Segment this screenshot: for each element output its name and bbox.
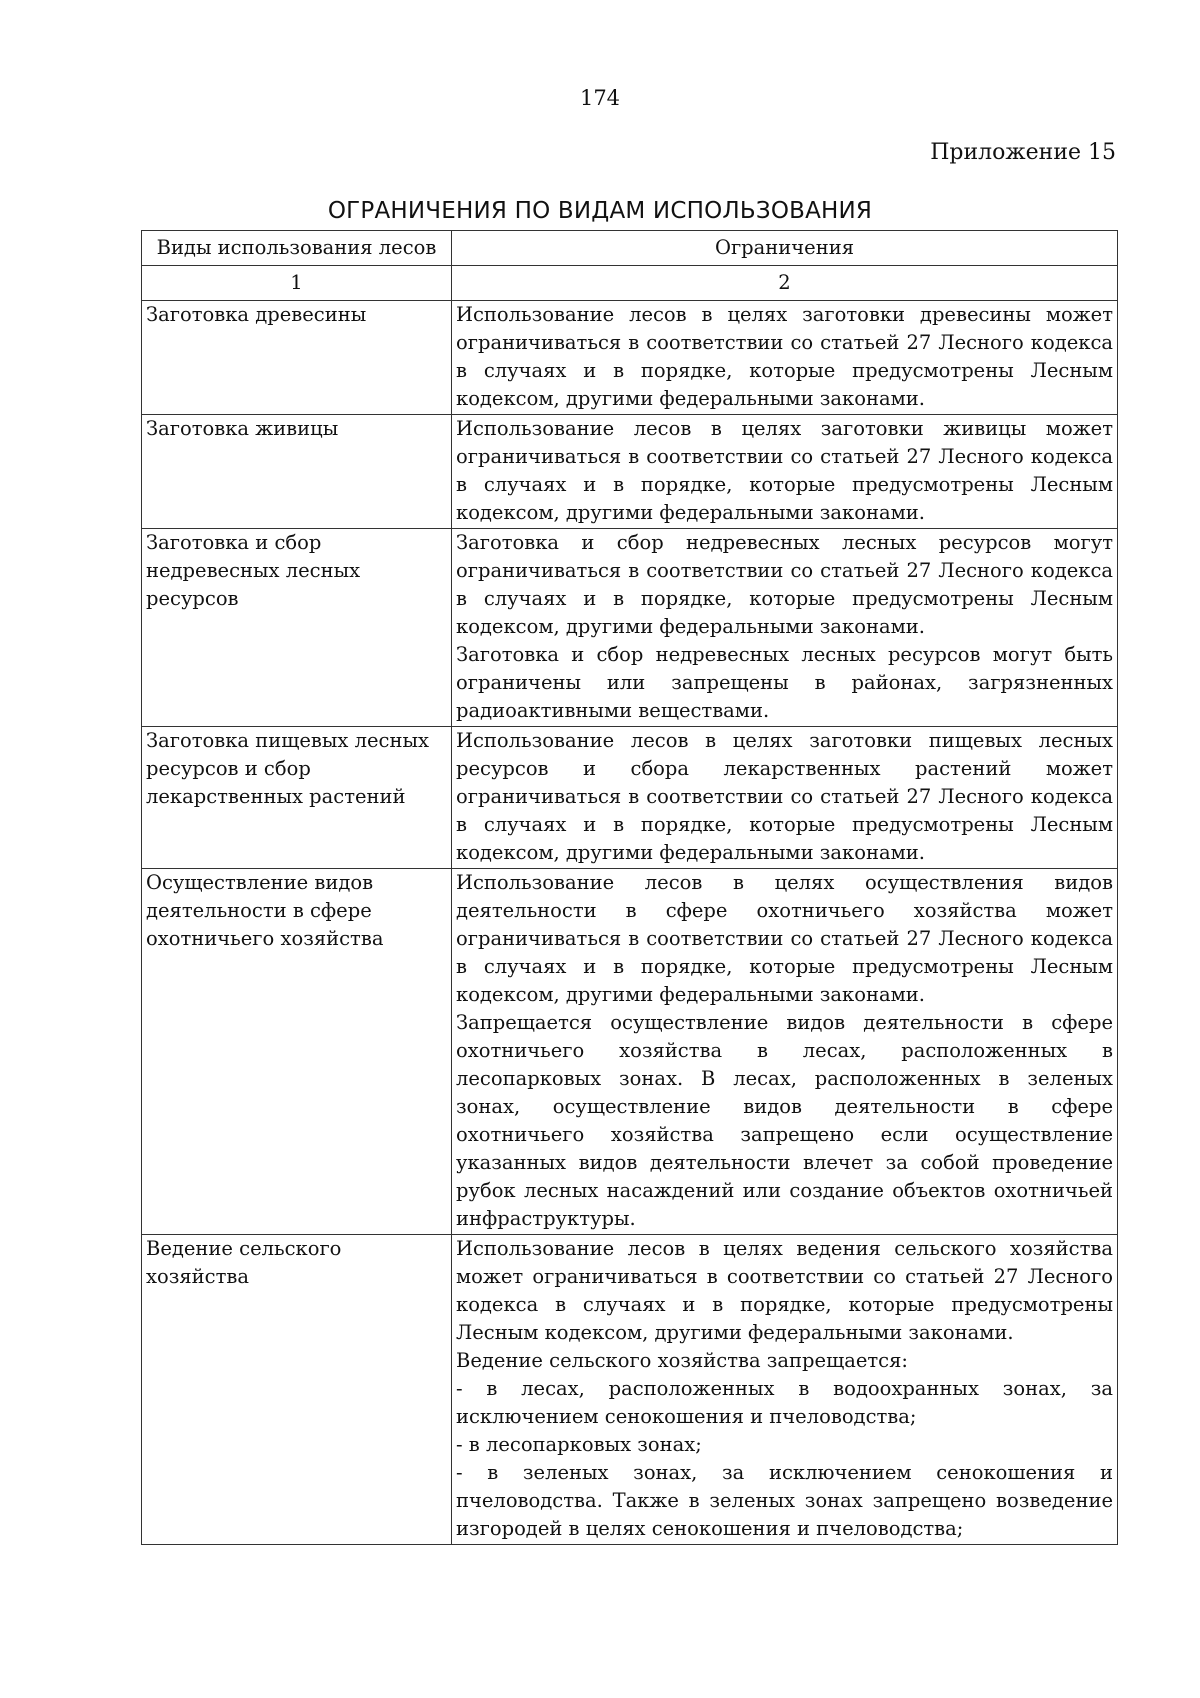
usage-kind-cell: Осуществление видов деятельности в сфере охотничьего хозяйства — [142, 869, 452, 1235]
restriction-paragraph: Использование лесов в целях ведения сельского хозяйства может ограничиваться в соответствии со статьей 27 Лесного кодекса в случаях и в порядке, которые предусмотрены Лесным кодексом, другими федеральными законами. — [456, 1237, 1113, 1344]
restriction-paragraph: Использование лесов в целях заготовки живицы может ограничиваться в соответствии со статьей 27 Лесного кодекса в случаях и в порядке, которые предусмотрены Лесным кодексом, другими федеральными законами. — [456, 417, 1113, 524]
restriction-paragraph: Использование лесов в целях заготовки пищевых лесных ресурсов и сбора лекарственных растений может ограничиваться в соответствии со статьей 27 Лесного кодекса в случаях и в порядке, которые предусмотрены Лесным кодексом, другими федеральными законами. — [456, 729, 1113, 864]
table-row — [142, 301, 1118, 415]
restriction-paragraph: - в зеленых зонах, за исключением сенокошения и пчеловодства. Также в зеленых зонах запрещено возведение изгородей в целях сенокошения и пчеловодства; — [456, 1461, 1113, 1540]
usage-kind-cell: Заготовка и сбор недревесных лесных ресурсов — [142, 529, 452, 727]
usage-kind-cell: Заготовка пищевых лесных ресурсов и сбор лекарственных растений — [142, 727, 452, 869]
usage-kind-cell: Ведение сельского хозяйства — [142, 1235, 452, 1545]
restriction-cell — [452, 1235, 1118, 1545]
restrictions-table — [141, 230, 1118, 1545]
column-number: 1 — [142, 266, 452, 301]
restriction-cell — [452, 869, 1118, 1235]
column-number-row — [142, 266, 1118, 301]
appendix-label: Приложение 15 — [930, 140, 1116, 165]
restriction-paragraph: - в лесопарковых зонах; — [456, 1433, 702, 1456]
restriction-paragraph: Заготовка и сбор недревесных лесных ресурсов могут ограничиваться в соответствии со статьей 27 Лесного кодекса в случаях и в порядке, которые предусмотрены Лесным кодексом, другими федеральными законами. — [456, 531, 1113, 638]
restriction-cell — [452, 415, 1118, 529]
restriction-paragraph: Использование лесов в целях осуществления видов деятельности в сфере охотничьего хозяйства может ограничиваться в соответствии со статьей 27 Лесного кодекса в случаях и в порядке, которые предусмотрены Лесным кодексом, другими федеральными законами. — [456, 871, 1113, 1006]
table-row — [142, 1235, 1118, 1545]
restriction-cell — [452, 301, 1118, 415]
restriction-cell — [452, 727, 1118, 869]
restriction-paragraph: - в лесах, расположенных в водоохранных зонах, за исключением сенокошения и пчеловодства; — [456, 1377, 1113, 1428]
usage-kind-cell: Заготовка живицы — [142, 415, 452, 529]
table-row — [142, 869, 1118, 1235]
table-row — [142, 415, 1118, 529]
table-row — [142, 529, 1118, 727]
usage-kind-cell: Заготовка древесины — [142, 301, 452, 415]
restriction-paragraph: Заготовка и сбор недревесных лесных ресурсов могут быть ограничены или запрещены в районах, загрязненных радиоактивными веществами. — [456, 643, 1113, 722]
restriction-paragraph: Запрещается осуществление видов деятельности в сфере охотничьего хозяйства в лесах, расположенных в лесопарковых зонах. В лесах, расположенных в зеленых зонах, осуществление видов деятельности в сфере охотничьего хозяйства запрещено если осуществление указанных видов деятельности влечет за собой проведение рубок лесных насаждений или создание объектов охотничьей инфраструктуры. — [456, 1011, 1113, 1230]
column-number: 2 — [452, 266, 1118, 301]
restriction-paragraph: Ведение сельского хозяйства запрещается: — [456, 1349, 908, 1372]
column-header-restrictions: Ограничения — [452, 231, 1118, 266]
table-header-row — [142, 231, 1118, 266]
document-title: ОГРАНИЧЕНИЯ ПО ВИДАМ ИСПОЛЬЗОВАНИЯ — [327, 198, 873, 224]
column-header-kinds: Виды использования лесов — [142, 231, 452, 266]
page-number: 174 — [579, 86, 621, 110]
restriction-cell — [452, 529, 1118, 727]
restriction-paragraph: Использование лесов в целях заготовки древесины может ограничиваться в соответствии со статьей 27 Лесного кодекса в случаях и в порядке, которые предусмотрены Лесным кодексом, другими федеральными законами. — [456, 303, 1113, 410]
table-row — [142, 727, 1118, 869]
